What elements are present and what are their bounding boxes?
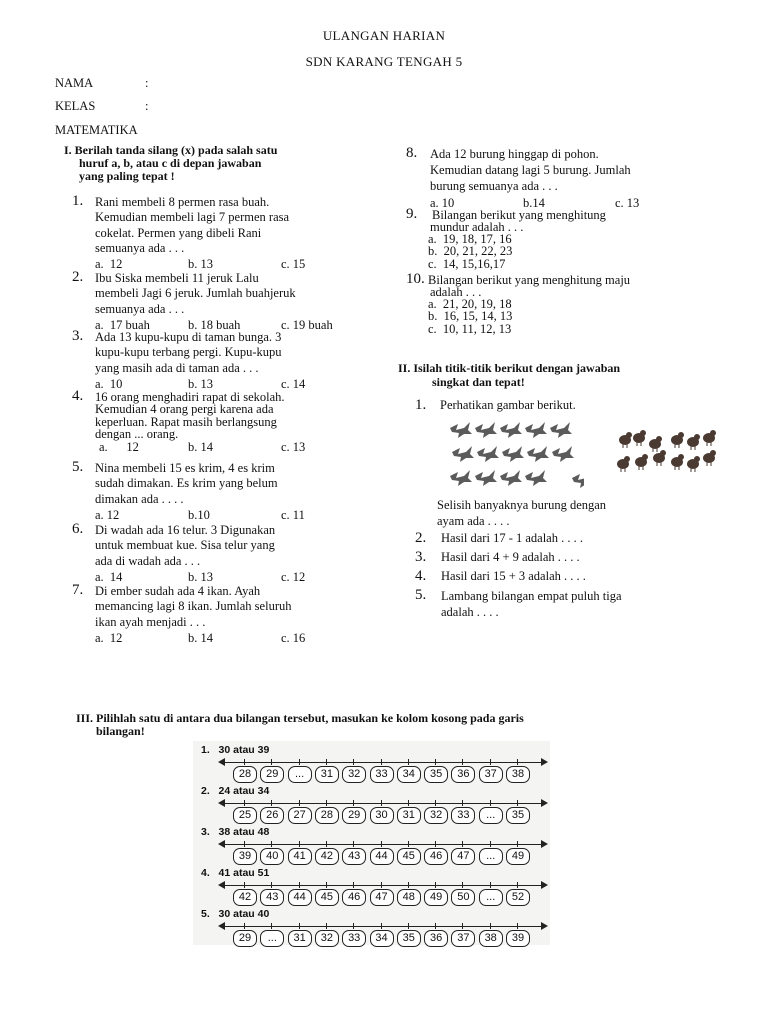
number-line-cell: 37 — [451, 930, 475, 947]
number-line-tick — [326, 882, 327, 888]
number-line-tick — [490, 882, 491, 888]
number-line-tick — [517, 841, 518, 847]
chicken-icon — [671, 432, 684, 448]
number-line-cell: 43 — [342, 848, 366, 865]
question-2-text: membeli Jagi 6 jeruk. Jumlah buahjeruk — [95, 286, 296, 301]
bird-icon — [552, 446, 574, 462]
number-line-cell: 47 — [451, 848, 475, 865]
subject-label: MATEMATIKA — [55, 123, 138, 137]
question-5-number: 5. — [72, 459, 84, 475]
number-line-1-left-arrow — [218, 758, 225, 766]
number-line-3-label: 3. 38 atau 48 — [201, 826, 270, 838]
number-line-cell: 28 — [315, 807, 339, 824]
number-line-tick — [490, 841, 491, 847]
bird-icon — [500, 422, 522, 438]
number-line-2-label: 2. 24 atau 34 — [201, 785, 270, 797]
number-line-tick — [381, 841, 382, 847]
chicken-icon — [633, 430, 646, 446]
question-1-option-a[interactable]: a. 12 — [95, 257, 123, 272]
question-5-text: dimakan ada . . . . — [95, 491, 184, 506]
section2-item-4-number: 4. — [415, 568, 427, 584]
question-10-option-a[interactable]: a. 21, 20, 19, 18 — [428, 296, 512, 311]
number-line-cell: 52 — [506, 889, 530, 906]
number-line-tick — [435, 882, 436, 888]
number-line-blank-cell[interactable]: ... — [479, 848, 503, 865]
number-line-tick — [490, 923, 491, 929]
number-line-tick — [435, 759, 436, 765]
number-line-cell: 38 — [506, 766, 530, 783]
number-line-cell: 35 — [506, 807, 530, 824]
number-line-cell: 45 — [315, 889, 339, 906]
question-3-option-b[interactable]: b. 13 — [188, 376, 213, 391]
question-8-number: 8. — [406, 145, 418, 161]
bird-icon — [525, 422, 547, 438]
bird-icon — [475, 470, 497, 486]
number-line-tick — [490, 759, 491, 765]
question-2-option-a[interactable]: a. 17 buah — [95, 317, 150, 332]
number-line-tick — [517, 882, 518, 888]
number-line-cell: 38 — [479, 930, 503, 947]
number-line-cell: 33 — [451, 807, 475, 824]
question-4-text: Kemudian 4 orang pergi karena ada — [95, 402, 274, 417]
question-7-option-a[interactable]: a. 12 — [95, 630, 123, 645]
kelas-label: KELAS — [55, 99, 96, 113]
number-line-tick — [271, 759, 272, 765]
question-6-option-c[interactable]: c. 12 — [281, 569, 306, 584]
number-line-cell: 27 — [288, 807, 312, 824]
number-line-tick — [381, 800, 382, 806]
number-line-cell: 44 — [370, 848, 394, 865]
question-10-option-b[interactable]: b. 16, 15, 14, 13 — [428, 309, 513, 324]
bird-icon — [477, 446, 499, 462]
number-line-4-label: 4. 41 atau 51 — [201, 867, 270, 879]
number-line-cell: 26 — [260, 807, 284, 824]
number-line-cell: 34 — [397, 766, 421, 783]
number-line-blank-cell[interactable]: ... — [479, 889, 503, 906]
question-7-text: memancing lagi 8 ikan. Jumlah seluruh — [95, 599, 292, 614]
question-5-option-a[interactable]: a. 12 — [95, 507, 120, 522]
number-line-cell: 44 — [288, 889, 312, 906]
question-5-option-b[interactable]: b.10 — [188, 507, 210, 522]
number-line-5-left-arrow — [218, 922, 225, 930]
number-line-blank-cell[interactable]: ... — [260, 930, 284, 947]
number-line-tick — [353, 923, 354, 929]
number-line-tick — [271, 882, 272, 888]
number-line-cell: 35 — [424, 766, 448, 783]
section2-item-2-number: 2. — [415, 530, 427, 546]
number-line-tick — [435, 923, 436, 929]
number-line-cell: 33 — [342, 930, 366, 947]
question-9-option-a[interactable]: a. 19, 18, 17, 16 — [428, 231, 512, 246]
number-line-tick — [326, 759, 327, 765]
number-line-tick — [462, 800, 463, 806]
number-line-tick — [462, 882, 463, 888]
number-line-cell: 31 — [397, 807, 421, 824]
section2-item-4-text: Hasil dari 15 + 3 adalah . . . . — [441, 569, 586, 583]
question-1-option-c[interactable]: c. 15 — [281, 257, 306, 272]
question-2-text: semuanya ada . . . — [95, 301, 185, 316]
number-line-cell: 41 — [288, 848, 312, 865]
question-8-option-b[interactable]: b.14 — [523, 196, 545, 210]
number-line-tick — [462, 923, 463, 929]
number-line-tick — [462, 841, 463, 847]
question-9-number: 9. — [406, 206, 418, 222]
number-line-tick — [353, 882, 354, 888]
section2-item-5-text: Lambang bilangan empat puluh tiga adalah . . . . — [441, 589, 622, 619]
question-7-option-c[interactable]: c. 16 — [281, 630, 306, 645]
chicken-icon — [635, 454, 648, 470]
number-line-tick — [490, 800, 491, 806]
question-5-text: sudah dimakan. Es krim yang belum — [95, 476, 278, 491]
number-line-tick — [517, 800, 518, 806]
number-line-tick — [353, 759, 354, 765]
question-8-option-a[interactable]: a. 10 — [430, 196, 455, 210]
number-line-tick — [381, 882, 382, 888]
number-line-cell: 49 — [506, 848, 530, 865]
question-6-text: Di wadah ada 16 telur. 3 Digunakan — [95, 523, 276, 537]
number-line-tick — [381, 759, 382, 765]
number-line-2-right-arrow — [541, 799, 548, 807]
question-1-text: cokelat. Permen yang dibeli Rani — [95, 225, 262, 240]
number-line-tick — [299, 841, 300, 847]
question-1-option-b[interactable]: b. 13 — [188, 257, 213, 272]
section1-instruction: I. Berilah tanda silang (x) pada salah satu huruf a, b, atau c di depan jawaban yang paling tepat ! — [64, 143, 278, 183]
question-3-option-a[interactable]: a. 10 — [95, 376, 123, 391]
number-line-tick — [271, 841, 272, 847]
number-line-3-right-arrow — [541, 840, 548, 848]
question-10-text: adalah . . . — [430, 285, 482, 300]
number-line-cell: 29 — [260, 766, 284, 783]
number-line-1-label: 1. 30 atau 39 — [201, 744, 270, 756]
question-1-text: semuanya ada . . . — [95, 240, 185, 255]
number-line-tick — [408, 923, 409, 929]
number-line-tick — [353, 800, 354, 806]
number-line-cell: 49 — [424, 889, 448, 906]
number-line-5-right-arrow — [541, 922, 548, 930]
question-7-option-b[interactable]: b. 14 — [188, 630, 213, 645]
chicken-icon — [703, 430, 716, 446]
question-4-option-c[interactable]: c. 13 — [281, 440, 306, 455]
question-6-option-b[interactable]: b. 13 — [188, 569, 213, 584]
number-line-cell: 33 — [370, 766, 394, 783]
question-5-text: Nina membeli 15 es krim, 4 es krim — [95, 461, 275, 475]
question-5-option-c[interactable]: c. 11 — [281, 507, 305, 522]
bird-icon — [572, 472, 584, 488]
question-6-number: 6. — [72, 521, 84, 537]
number-line-cell: 36 — [451, 766, 475, 783]
section2-item-1-intro: Perhatikan gambar berikut. — [440, 398, 576, 412]
number-line-tick — [517, 759, 518, 765]
number-line-cell: 46 — [424, 848, 448, 865]
question-10-number: 10. — [406, 271, 425, 287]
question-8-text: Kemudian datang lagi 5 burung. Jumlah — [430, 163, 631, 177]
number-line-cell: 32 — [424, 807, 448, 824]
number-line-tick — [326, 923, 327, 929]
number-line-cell: 48 — [397, 889, 421, 906]
chicken-icon — [619, 432, 632, 448]
question-7-number: 7. — [72, 582, 84, 598]
number-line-tick — [517, 923, 518, 929]
question-2-number: 2. — [72, 269, 84, 285]
number-line-cell: 36 — [424, 930, 448, 947]
question-7-text: Di ember sudah ada 4 ikan. Ayah — [95, 584, 261, 598]
number-line-cell: 39 — [506, 930, 530, 947]
question-2-option-c[interactable]: c. 19 buah — [281, 317, 333, 332]
number-line-cell: 32 — [315, 930, 339, 947]
number-line-cell: 34 — [370, 930, 394, 947]
question-1-text: Kemudian membeli lagi 7 permen rasa — [95, 210, 290, 225]
question-6-text: ada di wadah ada . . . — [95, 553, 201, 568]
number-line-tick — [244, 759, 245, 765]
question-10-text: Bilangan berikut yang menghitung maju — [428, 273, 631, 287]
number-line-cell: 39 — [233, 848, 257, 865]
number-line-worksheet — [193, 741, 550, 945]
number-line-tick — [271, 923, 272, 929]
number-line-5-label: 5. 30 atau 40 — [201, 908, 270, 920]
question-3-option-c[interactable]: c. 14 — [281, 376, 306, 391]
number-line-tick — [244, 923, 245, 929]
birds-picture — [444, 414, 584, 490]
bird-icon — [452, 446, 474, 462]
bird-icon — [525, 470, 547, 486]
section2-item-5-number: 5. — [415, 587, 427, 603]
question-8-text: burung semuanya ada . . . — [430, 179, 558, 193]
question-4-text: keperluan. Rapat masih berlangsung — [95, 414, 277, 429]
chicken-icon — [653, 450, 666, 466]
school-name: SDN KARANG TENGAH 5 — [305, 54, 463, 69]
number-line-cell: 35 — [397, 930, 421, 947]
bird-icon — [475, 422, 497, 438]
chickens-picture — [614, 428, 726, 478]
chicken-icon — [703, 450, 716, 466]
number-line-cell: 43 — [260, 889, 284, 906]
nama-colon: : — [145, 76, 149, 90]
number-line-cell: 29 — [233, 930, 257, 947]
section2-item-1-text: Selisih banyaknya burung dengan ayam ada . . . . — [437, 498, 607, 528]
question-4-number: 4. — [72, 388, 84, 404]
section2-item-2-text: Hasil dari 17 - 1 adalah . . . . — [441, 531, 583, 545]
section3-instruction: III. Pilihlah satu di antara dua bilangan tersebut, masukan ke kolom kosong pada garis bilangan! — [76, 711, 524, 738]
number-line-cell: 25 — [233, 807, 257, 824]
number-line-cell: 40 — [260, 848, 284, 865]
number-line-cell: 32 — [342, 766, 366, 783]
question-8-text: Ada 12 burung hinggap di pohon. — [430, 147, 599, 161]
question-8-option-c[interactable]: c. 13 — [615, 196, 640, 210]
number-line-cell: 31 — [315, 766, 339, 783]
question-2-text: Ibu Siska membeli 11 jeruk Lalu — [95, 271, 259, 285]
section2-item-1-number: 1. — [415, 397, 427, 413]
question-4-text: 16 orang menghadiri rapat di sekolah. — [95, 390, 285, 404]
number-line-tick — [462, 759, 463, 765]
number-line-cell: 42 — [233, 889, 257, 906]
number-line-tick — [408, 841, 409, 847]
number-line-4-left-arrow — [218, 881, 225, 889]
chicken-icon — [687, 456, 700, 472]
number-line-tick — [435, 841, 436, 847]
number-line-cell: 31 — [288, 930, 312, 947]
chicken-icon — [617, 456, 630, 472]
number-line-tick — [271, 800, 272, 806]
question-3-text: kupu-kupu terbang pergi. Kupu-kupu — [95, 345, 282, 360]
question-6-option-a[interactable]: a. 14 — [95, 569, 123, 584]
number-line-tick — [326, 800, 327, 806]
question-3-text: yang masih ada di taman ada . . . — [95, 360, 259, 375]
question-9-text: Bilangan berikut yang menghitung — [432, 208, 606, 222]
question-3-number: 3. — [72, 328, 84, 344]
bird-icon — [502, 446, 524, 462]
number-line-tick — [435, 800, 436, 806]
chicken-icon — [671, 454, 684, 470]
bird-icon — [550, 422, 572, 438]
number-line-tick — [353, 841, 354, 847]
question-9-option-b[interactable]: b. 20, 21, 22, 23 — [428, 244, 513, 259]
bird-icon — [450, 470, 472, 486]
number-line-blank-cell[interactable]: ... — [288, 766, 312, 783]
number-line-tick — [408, 882, 409, 888]
question-4-option-b[interactable]: b. 14 — [188, 440, 213, 455]
number-line-3-left-arrow — [218, 840, 225, 848]
number-line-tick — [381, 923, 382, 929]
question-7-text: ikan ayah menjadi . . . — [95, 614, 206, 629]
bird-icon — [450, 422, 472, 438]
kelas-colon: : — [145, 99, 149, 113]
question-4-text: dengan ... orang. — [95, 426, 179, 441]
number-line-tick — [326, 841, 327, 847]
number-line-cell: 28 — [233, 766, 257, 783]
question-4-option-a[interactable]: a. 12 — [99, 440, 139, 455]
question-1-text: Rani membeli 8 permen rasa buah. — [95, 195, 270, 209]
question-1-number: 1. — [72, 193, 84, 209]
page-title: ULANGAN HARIAN — [322, 28, 446, 43]
number-line-tick — [244, 882, 245, 888]
number-line-cell: 46 — [342, 889, 366, 906]
chicken-icon — [649, 436, 662, 452]
number-line-tick — [299, 923, 300, 929]
bird-icon — [500, 470, 522, 486]
number-line-4-right-arrow — [541, 881, 548, 889]
number-line-1-right-arrow — [541, 758, 548, 766]
number-line-blank-cell[interactable]: ... — [479, 807, 503, 824]
section2-item-3-number: 3. — [415, 549, 427, 565]
number-line-tick — [244, 800, 245, 806]
number-line-cell: 47 — [370, 889, 394, 906]
question-9-option-c[interactable]: c. 14, 15,16,17 — [428, 256, 506, 271]
bird-icon — [527, 446, 549, 462]
question-2-option-b[interactable]: b. 18 buah — [188, 317, 241, 332]
number-line-tick — [408, 759, 409, 765]
question-3-text: Ada 13 kupu-kupu di taman bunga. 3 — [95, 330, 282, 344]
section2-instruction: II. Isilah titik-titik berikut dengan jawaban singkat dan tepat! — [398, 361, 621, 389]
question-9-text: mundur adalah . . . — [430, 220, 524, 235]
number-line-tick — [299, 800, 300, 806]
number-line-cell: 45 — [397, 848, 421, 865]
number-line-tick — [299, 882, 300, 888]
number-line-cell: 30 — [370, 807, 394, 824]
number-line-cell: 37 — [479, 766, 503, 783]
number-line-tick — [408, 800, 409, 806]
chicken-icon — [687, 434, 700, 450]
number-line-2-left-arrow — [218, 799, 225, 807]
section2-item-3-text: Hasil dari 4 + 9 adalah . . . . — [441, 550, 580, 564]
question-6-text: untuk membuat kue. Sisa telur yang — [95, 538, 275, 553]
number-line-tick — [299, 759, 300, 765]
nama-label: NAMA — [55, 76, 94, 90]
number-line-cell: 29 — [342, 807, 366, 824]
number-line-cell: 42 — [315, 848, 339, 865]
number-line-cell: 50 — [451, 889, 475, 906]
number-line-tick — [244, 841, 245, 847]
question-10-option-c[interactable]: c. 10, 11, 12, 13 — [428, 321, 512, 336]
